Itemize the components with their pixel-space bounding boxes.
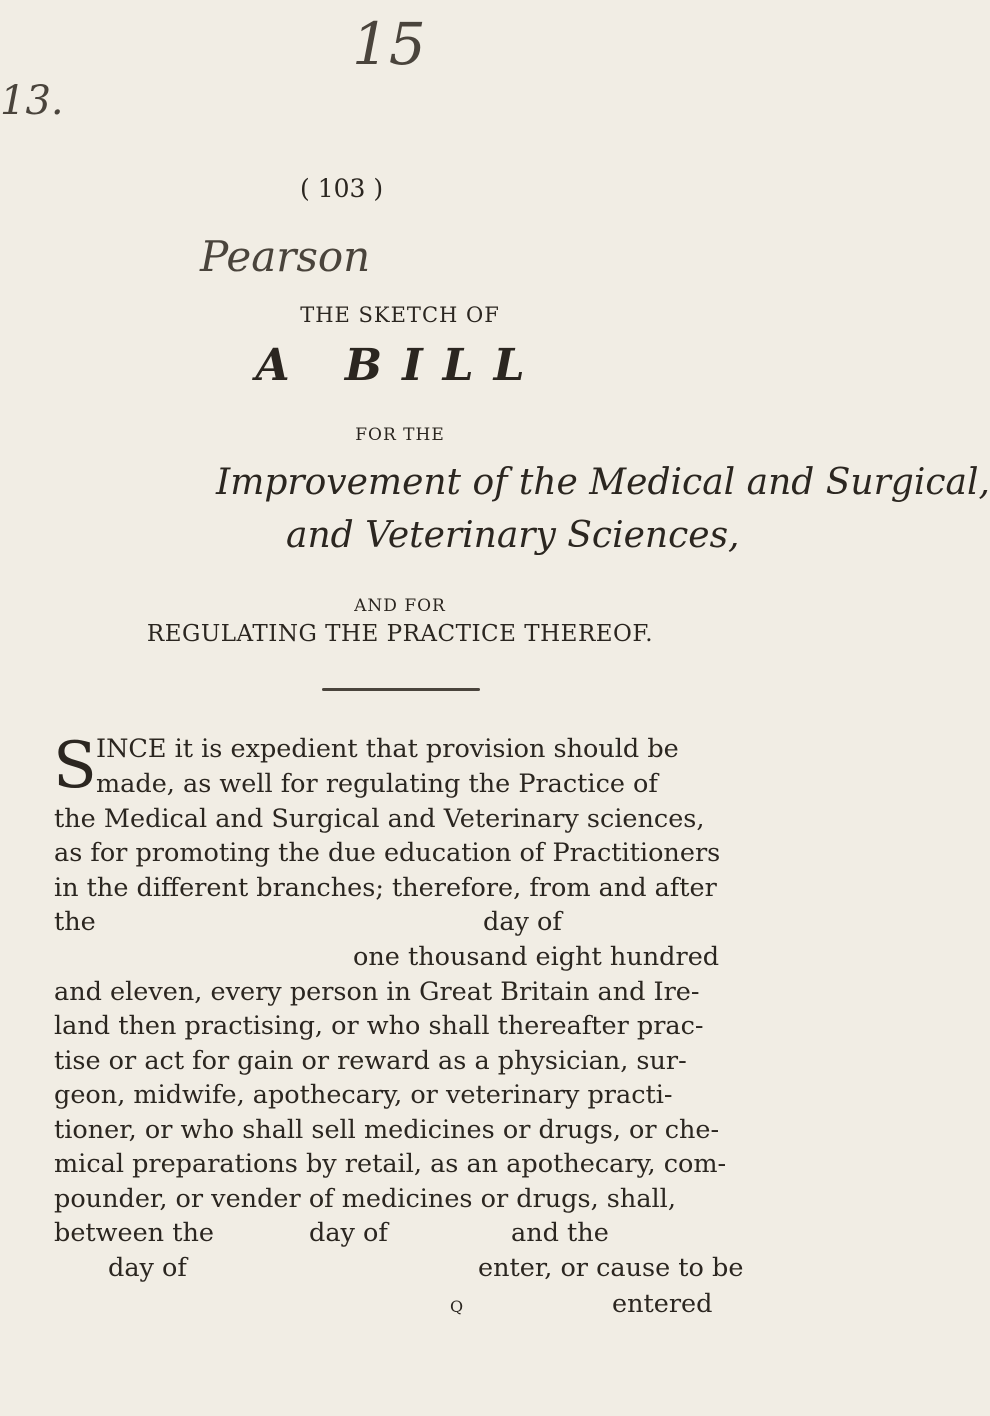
heading-regulating: REGULATING THE PRACTICE THEREOF. [146,621,654,647]
body-line: day of [309,1218,388,1248]
body-line: enter, or cause to be [478,1253,744,1283]
handwritten-page-mark: 15 [352,10,426,78]
heading-a-bill: A BILL [255,340,545,391]
handwritten-margin-mark: 13. [0,78,64,124]
body-line: tise or act for gain or reward as a physician, sur- [54,1046,687,1076]
drop-cap: S [53,729,97,803]
heading-for-the: FOR THE [355,425,445,445]
body-line: the Medical and Surgical and Veterinary sciences, [54,804,705,834]
body-line: geon, midwife, apothecary, or veterinary practi- [54,1080,673,1110]
body-line: INCE it is expedient that provision should be [96,734,679,764]
subtitle-line-1: Improvement of the Medical and Surgical, [216,462,990,503]
subtitle-line-2: and Veterinary Sciences, [286,515,740,556]
body-line: land then practising, or who shall thereafter prac- [54,1011,704,1041]
catchword: entered [612,1289,713,1319]
body-line: tioner, or who shall sell medicines or drugs, or che- [54,1115,720,1145]
body-line: day of [483,907,562,937]
heading-and-for: AND FOR [354,596,446,616]
divider-rule [322,688,480,691]
body-line: day of [108,1253,187,1283]
page-number: ( 103 ) [300,174,384,203]
body-line: the [54,907,96,937]
body-line: and the [511,1218,609,1248]
printer-signature-mark: Q [450,1297,464,1316]
body-line: one thousand eight hundred [353,942,720,972]
body-line: between the [54,1218,214,1248]
body-line: mical preparations by retail, as an apothecary, com- [54,1149,727,1179]
body-line: and eleven, every person in Great Britain and Ire- [54,977,700,1007]
body-line: in the different branches; therefore, from and after [54,873,717,903]
handwritten-signature: Pearson [200,232,371,281]
heading-sketch-of: THE SKETCH OF [300,303,500,327]
body-line: pounder, or vender of medicines or drugs, shall, [54,1184,676,1214]
body-line: as for promoting the due education of Practitioners [54,838,721,868]
body-line: made, as well for regulating the Practice of [96,769,658,799]
